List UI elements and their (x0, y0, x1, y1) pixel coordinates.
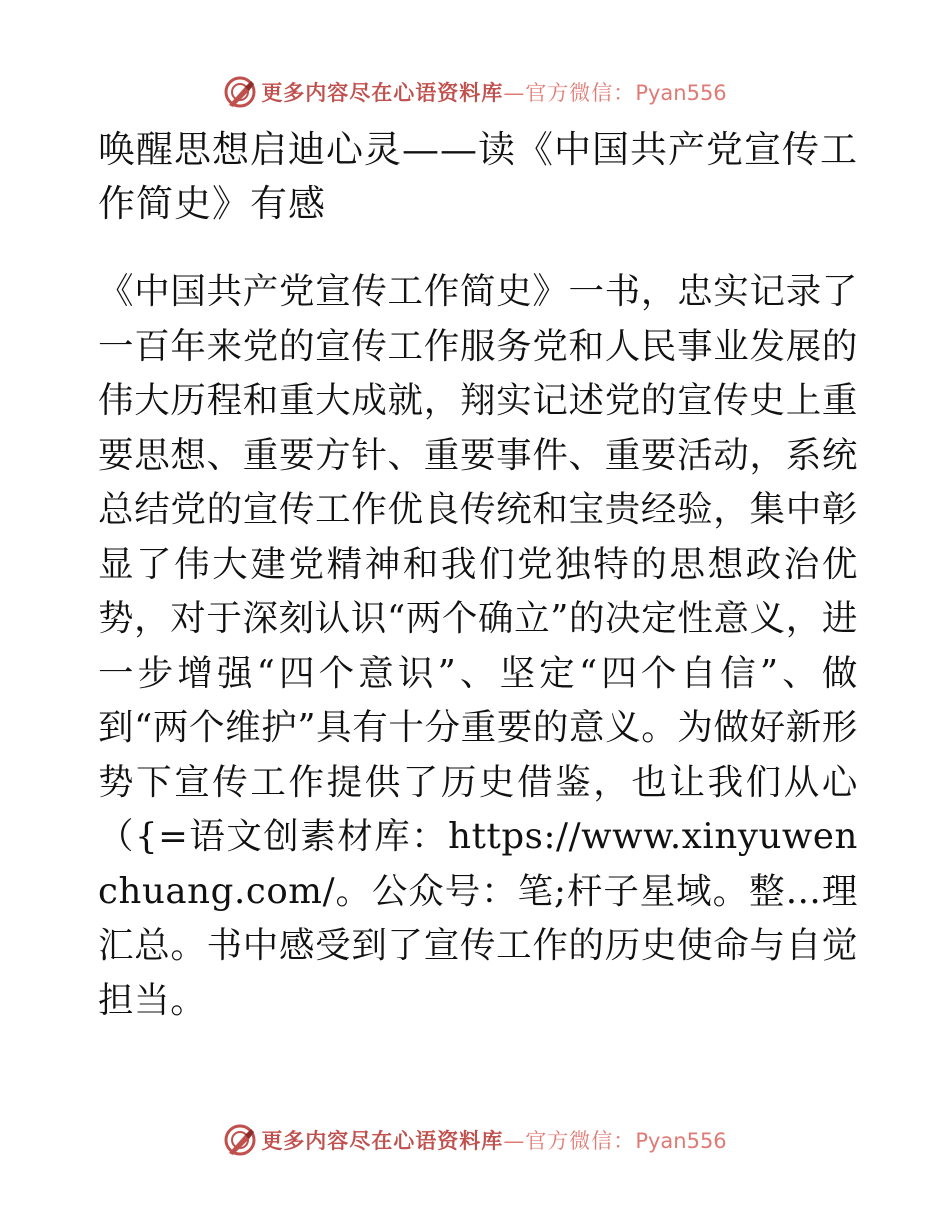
pen-logo-icon (223, 75, 257, 109)
document-title: 唤醒思想启迪心灵——读《中国共产党宣传工作简史》有感 (98, 128, 858, 225)
document-body (98, 123, 858, 1028)
pen-logo-icon (223, 1123, 257, 1157)
document-paragraph: 《中国共产党宣传工作简史》一书，忠实记录了一百年来党的宣传工作服务党和人民事业发展的伟大历程和重大成就，翔实记述党的宣传史上重要思想、重要方针、重要事件、重要活动，系统总结党的宣传工作优良传统和宝贵经验，集中彰显了伟大建党精神和我们党独特的思想政治优势，对于深刻认识“两个确立”的决定性意义，进一步增强“四个意识”、坚定“四个自信”、做到“两个维护”具有十分重要的意义。为做好新形势下宣传工作提供了历史借鉴，也让我们从心（{=语文创素材库：https://www.xinyuwenchuang.com/。公众号：笔;杆子星域。整…理汇总。书中感受到了宣传工作的历史使命与自觉担当。 (98, 271, 858, 1021)
banner-wechat-id: Pyan556 (635, 81, 727, 105)
banner-separator: — (503, 81, 526, 105)
banner-slogan: 更多内容尽在心语资料库 (261, 1129, 504, 1153)
header-banner (0, 72, 950, 112)
banner-slogan: 更多内容尽在心语资料库 (261, 81, 504, 105)
banner-separator: — (503, 1129, 526, 1153)
banner-wechat-label: 官方微信： (525, 1129, 636, 1153)
banner-wechat-label: 官方微信： (525, 81, 636, 105)
banner-wechat-id: Pyan556 (635, 1129, 727, 1153)
footer-banner (0, 1120, 950, 1160)
